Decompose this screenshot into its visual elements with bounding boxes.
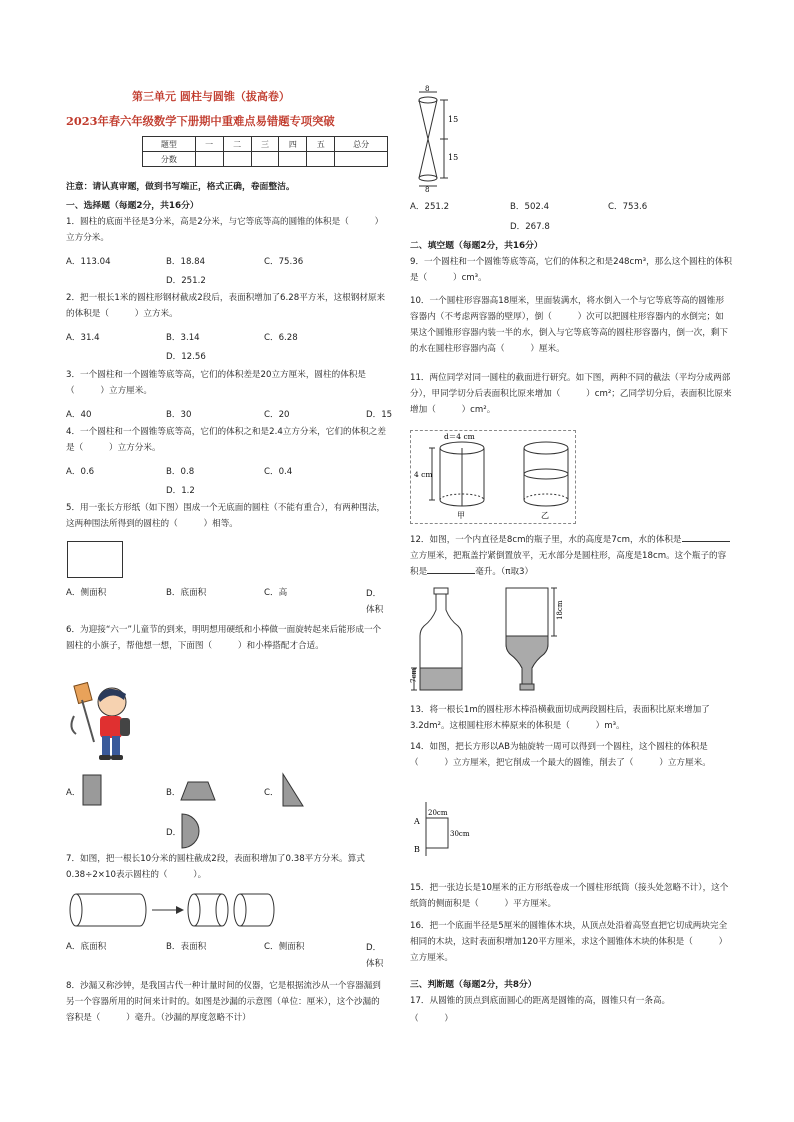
- q6-option-b[interactable]: B．: [166, 788, 181, 798]
- question-17: 17．从圆锥的顶点到底面圆心的距离是圆锥的高，圆锥只有一条高。: [410, 996, 671, 1006]
- q7-option-b[interactable]: B．表面积: [166, 942, 207, 952]
- question-11: 11．两位同学对同一圆柱的截面进行研究。如下图，两种不同的截法（平均分成两部分），甲同学切分后表面积比原来增加（ ）cm²；乙同学切分后，表面积比原来增加（ ）cm²。: [410, 373, 732, 415]
- score-input[interactable]: [335, 152, 388, 167]
- hourglass-h1-label: 15: [448, 115, 459, 124]
- hourglass-top-label: 8: [425, 85, 430, 93]
- notice: 注意：请认真审题，做到书写端正，格式正确，卷面整洁。: [66, 182, 295, 192]
- question-4: 4．一个圆柱和一个圆锥等底等高，它们的体积之和是2.4立方分米，它们的体积之差是（ ）立方分米。: [66, 427, 386, 453]
- shape-semicircle-icon: [180, 813, 202, 849]
- shape-rectangle-icon: [82, 774, 102, 806]
- q6-option-a[interactable]: A．: [66, 788, 81, 798]
- q3-option-a[interactable]: A．40: [66, 410, 92, 420]
- question-15: 15．把一张边长是10厘米的正方形纸卷成一个圆柱形纸筒（接头处忽略不计），这个纸筒的侧面积是（ ）平方厘米。: [410, 883, 729, 909]
- score-cell: 二: [223, 137, 251, 152]
- question-10: 10．一个圆柱形容器高18厘米，里面装满水，将水倒入一个与它等底等高的圆锥形容器内（不考虑两容器的壁厚），倒（ ）次可以把圆柱形容器内的水倒完；如果这个圆锥形容器内装一半的水，倒入与它等底等高的圆柱形容器内，倒一次，剩下的水在圆柱形容器内高（ ）厘米。: [410, 296, 728, 354]
- q5-option-a[interactable]: A．侧面积: [66, 588, 107, 598]
- q5-option-d[interactable]: D．体积: [366, 589, 384, 615]
- rect-width-label: 20cm: [428, 809, 448, 817]
- page-subtitle: 2023年春六年级数学下册期中重难点易错题专项突破: [66, 114, 335, 128]
- question-2: 2．把一根长1米的圆柱形钢材截成2段后，表面积增加了6.28平方米，这根钢材原来的体积是（ ）立方米。: [66, 293, 386, 319]
- hourglass-h2-label: 15: [448, 153, 459, 162]
- q2-option-c[interactable]: C．6.28: [264, 333, 298, 343]
- cylinder-diameter-label: d＝4 cm: [444, 432, 475, 441]
- q7-option-d[interactable]: D．体积: [366, 943, 384, 969]
- q1-option-d[interactable]: D．251.2: [166, 276, 206, 286]
- q2-option-d[interactable]: D．12.56: [166, 352, 206, 362]
- cylinder-jia-label: 甲: [457, 511, 465, 520]
- bottle-figure: [410, 586, 564, 694]
- q7-option-c[interactable]: C．侧面积: [264, 942, 305, 952]
- shape-triangle-icon: [282, 773, 304, 807]
- q12-text-c: 毫升。（π取3）: [475, 567, 534, 577]
- score-input[interactable]: [307, 152, 335, 167]
- score-cell: 四: [279, 137, 307, 152]
- cylinders-figure: [410, 430, 574, 522]
- score-input[interactable]: [251, 152, 279, 167]
- rect-height-label: 30cm: [450, 830, 470, 838]
- score-cell: 分数: [143, 152, 196, 167]
- q6-option-c[interactable]: C．: [264, 788, 279, 798]
- q5-option-c[interactable]: C．高: [264, 588, 288, 598]
- hourglass-bottom-label: 8: [425, 186, 430, 194]
- paper-rectangle: [67, 541, 123, 578]
- q6-option-d[interactable]: D．: [166, 828, 182, 838]
- bottle-water-height-label: 7cm: [410, 667, 418, 683]
- section-choice: 一、选择题（每题2分，共16分）: [66, 201, 199, 211]
- question-16: 16．把一个底面半径是5厘米的圆锥体木块，从顶点处沿着高竖直把它切成两块完全相同的木块，这时表面积增加120平方厘米，求这个圆锥体木块的体积是（ ）立方厘米。: [410, 921, 728, 963]
- question-5: 5．用一张长方形纸（如下图）围成一个无底面的圆柱（不能有重合），有两种围法，这两种围法所得到的圆柱的（ ）相等。: [66, 503, 386, 529]
- q12-text-b: 立方厘米，把瓶盖拧紧倒置放平，无水部分是圆柱形，高度是18cm。这个瓶子的容积是: [410, 551, 727, 577]
- bottle-air-height-label: 18cm: [556, 600, 564, 620]
- q17-answer-blank[interactable]: （ ）: [410, 1014, 453, 1024]
- question-8: 8．沙漏又称沙钟，是我国古代一种计量时间的仪器，它是根据流沙从一个容器漏到另一个容器所用的时间来计时的。如图是沙漏的示意图（单位：厘米），这个沙漏的容积是（ ）毫升。（沙漏的厚度忽略不计）: [66, 981, 381, 1023]
- q1-option-a[interactable]: A．113.04: [66, 257, 111, 267]
- q4-option-d[interactable]: D．1.2: [166, 486, 195, 496]
- cylinder-height-label: 4 cm: [414, 470, 433, 479]
- q8-option-a[interactable]: A．251.2: [410, 202, 450, 212]
- score-cell: 五: [307, 137, 335, 152]
- question-6: 6．为迎接“六一”儿童节的到来，明明想用硬纸和小棒做一面旋转起来后能形成一个圆柱的小旗子，帮他想一想，下面图（ ）和小棒搭配才合适。: [66, 625, 382, 651]
- q8-option-c[interactable]: C．753.6: [608, 202, 648, 212]
- q3-option-c[interactable]: C．20: [264, 410, 290, 420]
- q4-option-b[interactable]: B．0.8: [166, 467, 195, 477]
- q8-option-b[interactable]: B．502.4: [510, 202, 550, 212]
- q2-option-a[interactable]: A．31.4: [66, 333, 100, 343]
- rectangle-axis-figure: [410, 800, 480, 858]
- score-cell: 题型: [143, 137, 196, 152]
- q12-blank-1[interactable]: [682, 532, 730, 542]
- score-cell: 一: [195, 137, 223, 152]
- q4-option-c[interactable]: C．0.4: [264, 467, 293, 477]
- hourglass-figure: [410, 85, 470, 194]
- q1-option-c[interactable]: C．75.36: [264, 257, 304, 267]
- score-table: [142, 136, 388, 167]
- cylinder-cut-figure: [68, 890, 278, 930]
- boy-flag-illustration: [66, 676, 148, 766]
- point-b-label: B: [414, 845, 420, 854]
- q4-option-a[interactable]: A．0.6: [66, 467, 95, 477]
- q5-option-b[interactable]: B．底面积: [166, 588, 207, 598]
- score-input[interactable]: [223, 152, 251, 167]
- page-title: 第三单元 圆柱与圆锥（拔高卷）: [132, 90, 290, 103]
- q1-option-b[interactable]: B．18.84: [166, 257, 206, 267]
- question-12: [410, 532, 732, 580]
- score-input[interactable]: [279, 152, 307, 167]
- section-judge: 三、判断题（每题2分，共8分）: [410, 980, 537, 990]
- q3-option-b[interactable]: B．30: [166, 410, 192, 420]
- question-7: 7．如图，把一根长10分米的圆柱截成2段，表面积增加了0.38平方分米。算式0.38÷2×10表示圆柱的（ ）。: [66, 854, 365, 880]
- q7-option-a[interactable]: A．底面积: [66, 942, 107, 952]
- question-9: 9．一个圆柱和一个圆锥等底等高，它们的体积之和是248cm³，那么这个圆柱的体积是（ ）cm³。: [410, 257, 733, 283]
- q12-text-a: 12．如图，一个内直径是8cm的瓶子里，水的高度是7cm，水的体积是: [410, 535, 682, 545]
- q12-blank-2[interactable]: [427, 564, 475, 574]
- q8-option-d[interactable]: D．267.8: [510, 222, 550, 232]
- score-input[interactable]: [195, 152, 223, 167]
- question-1: 1．圆柱的底面半径是3分米，高是2分米，与它等底等高的圆锥的体积是（ ）立方分米。: [66, 217, 384, 243]
- score-cell: 三: [251, 137, 279, 152]
- question-3: 3．一个圆柱和一个圆锥等底等高，它们的体积差是20立方厘米，圆柱的体积是（ ）立方厘米。: [66, 370, 366, 396]
- shape-trapezoid-icon: [180, 781, 216, 801]
- cylinder-yi-label: 乙: [541, 511, 549, 520]
- question-13: 13．将一根长1m的圆柱形木棒沿横截面切成两段圆柱后，表面积比原来增加了3.2dm²。这根圆柱形木棒原来的体积是（ ）m³。: [410, 705, 710, 731]
- point-a-label: A: [414, 817, 420, 826]
- section-fill: 二、填空题（每题2分，共16分）: [410, 241, 543, 251]
- score-cell: 总分: [335, 137, 388, 152]
- question-14: 14．如图，把长方形以AB为轴旋转一周可以得到一个圆柱，这个圆柱的体积是（ ）立方厘米，把它削成一个最大的圆锥，削去了（ ）立方厘米。: [410, 742, 711, 768]
- q2-option-b[interactable]: B．3.14: [166, 333, 200, 343]
- q3-option-d[interactable]: D．15: [366, 410, 393, 420]
